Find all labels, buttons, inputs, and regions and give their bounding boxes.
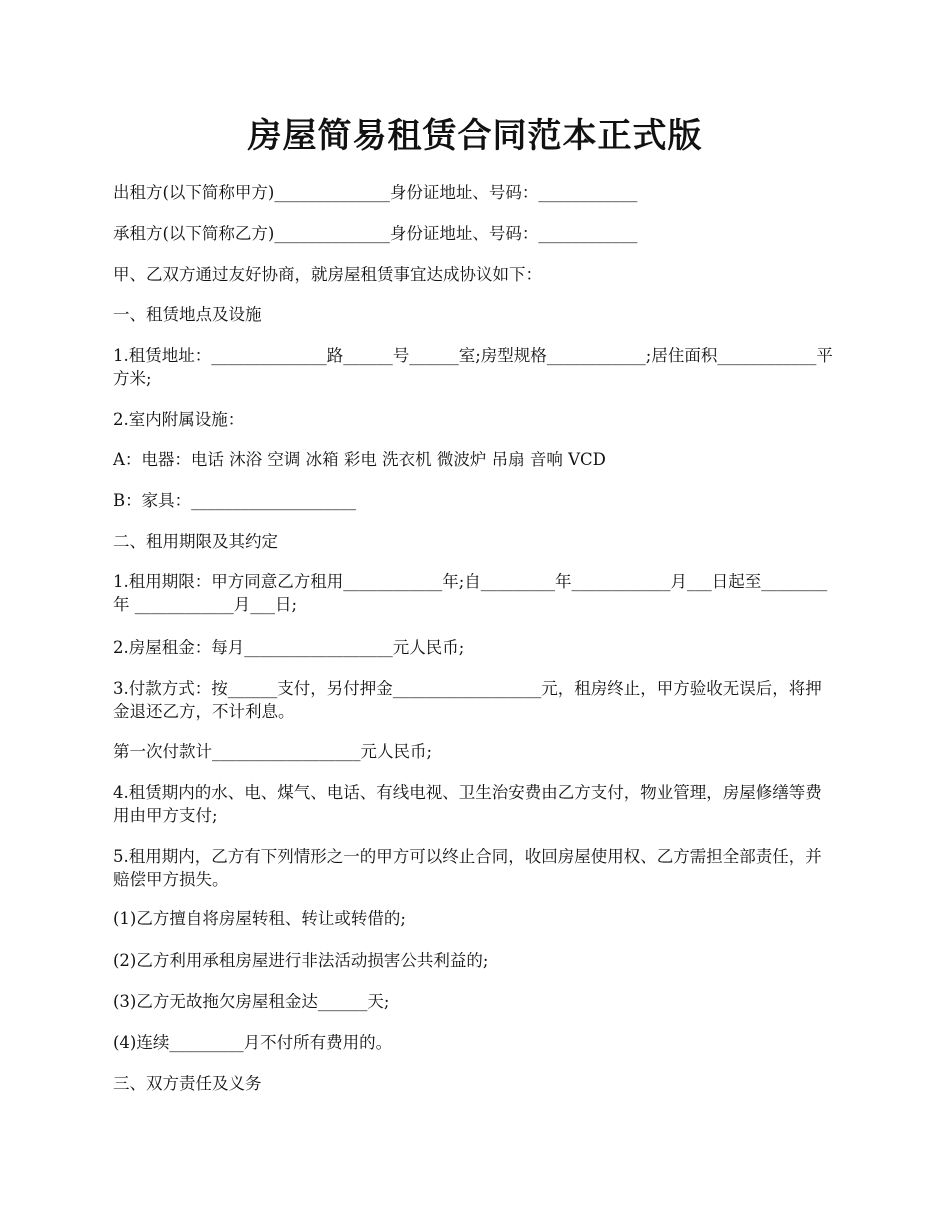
clause-preamble: 甲、乙双方通过友好协商，就房屋租赁事宜达成协议如下：	[113, 265, 542, 284]
clause-2-5-item-3: (3)乙方无故拖欠房屋租金达______天;	[113, 992, 390, 1011]
clause-1-2-b: B：家具：____________________	[113, 491, 357, 510]
clause-2-4: 4.租赁期内的水、电、煤气、电话、有线电视、卫生治安费由乙方支付，物业管理，房屋修缮等费用由甲方支付;	[113, 783, 822, 825]
section-heading-1: 一、租赁地点及设施	[113, 305, 262, 324]
document-title: 房屋简易租赁合同范本正式版	[247, 116, 703, 156]
clause-2-5: 5.租用期内，乙方有下列情形之一的甲方可以终止合同，收回房屋使用权、乙方需担全部责任，并赔偿甲方损失。	[113, 847, 822, 889]
clause-2-5-item-1: (1)乙方擅自将房屋转租、转让或转借的;	[113, 909, 406, 928]
clause-1-1: 1.租赁地址：______________路______号______室;房型规格____________;居住面积____________平方米;	[113, 346, 833, 388]
clause-2-1: 1.租用期限：甲方同意乙方租用____________年;自_________年____________月___日起至________年 ____________月___日;	[113, 572, 828, 614]
clause-2-3-first-payment: 第一次付款计__________________元人民币;	[113, 742, 433, 761]
clause-lessor: 出租方(以下简称甲方)______________身份证地址、号码：____________	[113, 183, 638, 202]
clause-1-2-a: A：电器：电话 沐浴 空调 冰箱 彩电 洗衣机 微波炉 吊扇 音响 VCD	[113, 450, 606, 469]
section-heading-3: 三、双方责任及义务	[113, 1074, 262, 1093]
clause-2-3: 3.付款方式：按______支付，另付押金__________________元，租房终止，甲方验收无误后，将押金退还乙方，不计利息。	[113, 679, 822, 721]
section-heading-2: 二、租用期限及其约定	[113, 532, 278, 551]
clause-2-5-item-2: (2)乙方利用承租房屋进行非法活动损害公共利益的;	[113, 951, 489, 970]
clause-2-5-item-4: (4)连续_________月不付所有费用的。	[113, 1033, 393, 1052]
clause-2-2: 2.房屋租金：每月__________________元人民币;	[113, 638, 465, 657]
clause-lessee: 承租方(以下简称乙方)______________身份证地址、号码：____________	[113, 224, 638, 243]
clause-1-2: 2.室内附属设施：	[113, 410, 245, 429]
